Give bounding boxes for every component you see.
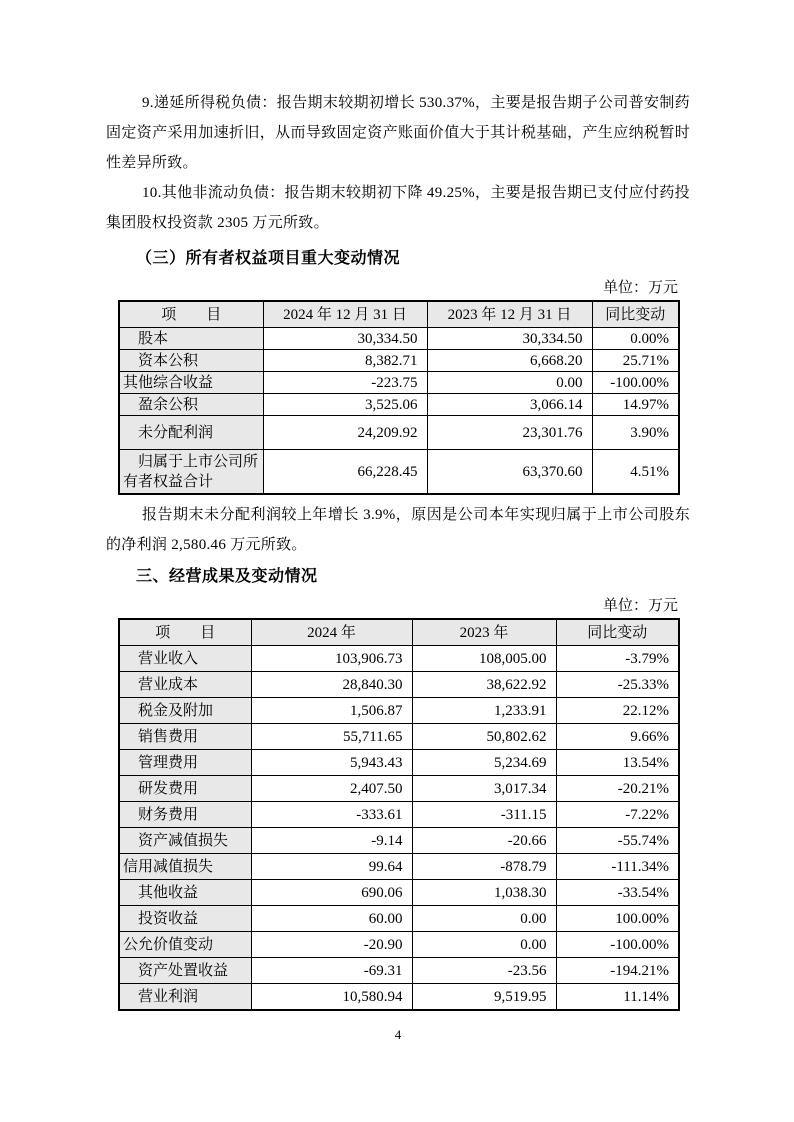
table-row — [119, 750, 679, 776]
cell-change: 0.00% — [592, 328, 679, 350]
operating-table-body — [119, 646, 679, 1011]
cell-change: -7.22% — [556, 802, 679, 828]
table-row — [119, 416, 679, 450]
table-row — [119, 958, 679, 984]
cell-item: 股本 — [119, 328, 263, 350]
cell-v2023: 108,005.00 — [412, 646, 556, 672]
table-row — [119, 672, 679, 698]
cell-v2024: 2,407.50 — [251, 776, 412, 802]
cell-change: 4.51% — [592, 450, 679, 495]
heading-equity-major-changes: （三）所有者权益项目重大变动情况 — [136, 250, 401, 267]
cell-change: 3.90% — [592, 416, 679, 450]
cell-v2024: 60.00 — [251, 906, 412, 932]
operating-header-2024: 2024 年 — [251, 619, 412, 646]
cell-item: 财务费用 — [119, 802, 251, 828]
cell-v2023: 30,334.50 — [427, 328, 592, 350]
cell-item: 盈余公积 — [119, 394, 263, 416]
cell-item: 信用减值损失 — [119, 854, 251, 880]
cell-v2024: -223.75 — [263, 372, 427, 394]
page-number: 4 — [394, 1027, 402, 1042]
cell-change: -194.21% — [556, 958, 679, 984]
cell-change: -3.79% — [556, 646, 679, 672]
cell-change: -20.21% — [556, 776, 679, 802]
cell-v2023: 50,802.62 — [412, 724, 556, 750]
table-row — [119, 984, 679, 1011]
cell-item: 未分配利润 — [119, 416, 263, 450]
operating-table-header-row — [119, 619, 679, 646]
heading-operating-results: 三、经营成果及变动情况 — [136, 568, 318, 585]
cell-v2023: 1,233.91 — [412, 698, 556, 724]
cell-v2023: 1,038.30 — [412, 880, 556, 906]
table-row — [119, 906, 679, 932]
cell-v2024: 10,580.94 — [251, 984, 412, 1011]
cell-item: 营业成本 — [119, 672, 251, 698]
equity-table-body — [119, 328, 679, 495]
table-row — [119, 724, 679, 750]
paragraph-deferred-tax-liabilities: 9.递延所得税负债：报告期末较期初增长 530.37%，主要是报告期子公司普安制药固定资产采用加速折旧，从而导致固定资产账面价值大于其计税基础，产生应纳税暂时性差异所致。 — [106, 95, 690, 171]
cell-v2024: -69.31 — [251, 958, 412, 984]
operating-header-item: 项 目 — [119, 619, 251, 646]
cell-item: 资本公积 — [119, 350, 263, 372]
cell-v2023: 6,668.20 — [427, 350, 592, 372]
cell-v2023: -20.66 — [412, 828, 556, 854]
cell-item: 税金及附加 — [119, 698, 251, 724]
table-row — [119, 854, 679, 880]
cell-item: 研发费用 — [119, 776, 251, 802]
cell-v2024: 66,228.45 — [263, 450, 427, 495]
table-row — [119, 698, 679, 724]
table-row — [119, 328, 679, 350]
cell-v2024: 5,943.43 — [251, 750, 412, 776]
cell-change: 9.66% — [556, 724, 679, 750]
table-row — [119, 880, 679, 906]
cell-v2023: -311.15 — [412, 802, 556, 828]
equity-header-item: 项 目 — [119, 301, 263, 328]
table-row — [119, 372, 679, 394]
cell-item: 营业收入 — [119, 646, 251, 672]
cell-v2024: 3,525.06 — [263, 394, 427, 416]
cell-change: -55.74% — [556, 828, 679, 854]
cell-v2024: 55,711.65 — [251, 724, 412, 750]
cell-change: 11.14% — [556, 984, 679, 1011]
cell-change: 100.00% — [556, 906, 679, 932]
cell-item: 公允价值变动 — [119, 932, 251, 958]
cell-v2024: 28,840.30 — [251, 672, 412, 698]
cell-change: -25.33% — [556, 672, 679, 698]
cell-v2024: 99.64 — [251, 854, 412, 880]
operating-header-2023: 2023 年 — [412, 619, 556, 646]
equity-header-change: 同比变动 — [592, 301, 679, 328]
paragraph-retained-earnings-note: 报告期末未分配利润较上年增长 3.9%，原因是公司本年实现归属于上市公司股东的净利润 2,580.46 万元所致。 — [106, 507, 690, 553]
cell-change: 14.97% — [592, 394, 679, 416]
equity-header-2024: 2024 年 12 月 31 日 — [263, 301, 427, 328]
table-row — [119, 802, 679, 828]
operating-header-change: 同比变动 — [556, 619, 679, 646]
cell-v2023: 63,370.60 — [427, 450, 592, 495]
paragraph-other-noncurrent-liabilities: 10.其他非流动负债：报告期末较期初下降 49.25%，主要是报告期已支付应付药投集团股权投资款 2305 万元所致。 — [106, 185, 690, 231]
table-row — [119, 828, 679, 854]
unit-label-operating-table: 单位：万元 — [602, 598, 678, 614]
cell-v2023: -23.56 — [412, 958, 556, 984]
cell-v2024: 8,382.71 — [263, 350, 427, 372]
cell-change: 22.12% — [556, 698, 679, 724]
table-row — [119, 932, 679, 958]
cell-change: 13.54% — [556, 750, 679, 776]
cell-v2024: 103,906.73 — [251, 646, 412, 672]
cell-item: 资产处置收益 — [119, 958, 251, 984]
cell-item: 归属于上市公司所有者权益合计 — [119, 450, 263, 495]
cell-v2023: 0.00 — [412, 932, 556, 958]
cell-v2023: 0.00 — [412, 906, 556, 932]
cell-change: -100.00% — [556, 932, 679, 958]
equity-header-2023: 2023 年 12 月 31 日 — [427, 301, 592, 328]
operating-results-table — [118, 618, 680, 1011]
equity-table — [118, 300, 680, 495]
cell-v2024: -20.90 — [251, 932, 412, 958]
cell-v2023: 0.00 — [427, 372, 592, 394]
cell-v2024: -333.61 — [251, 802, 412, 828]
table-row — [119, 350, 679, 372]
table-row — [119, 646, 679, 672]
equity-table-header-row — [119, 301, 679, 328]
table-row — [119, 394, 679, 416]
cell-item: 投资收益 — [119, 906, 251, 932]
cell-v2024: 690.06 — [251, 880, 412, 906]
cell-item: 资产减值损失 — [119, 828, 251, 854]
cell-change: 25.71% — [592, 350, 679, 372]
cell-v2023: 3,017.34 — [412, 776, 556, 802]
cell-item: 管理费用 — [119, 750, 251, 776]
cell-change: -33.54% — [556, 880, 679, 906]
unit-label-equity-table: 单位：万元 — [602, 280, 678, 296]
cell-v2024: -9.14 — [251, 828, 412, 854]
cell-v2023: 3,066.14 — [427, 394, 592, 416]
cell-v2023: 5,234.69 — [412, 750, 556, 776]
cell-item: 其他综合收益 — [119, 372, 263, 394]
cell-change: -100.00% — [592, 372, 679, 394]
cell-v2023: -878.79 — [412, 854, 556, 880]
cell-v2024: 1,506.87 — [251, 698, 412, 724]
cell-v2024: 30,334.50 — [263, 328, 427, 350]
cell-change: -111.34% — [556, 854, 679, 880]
cell-item: 营业利润 — [119, 984, 251, 1011]
table-row — [119, 450, 679, 495]
cell-item: 其他收益 — [119, 880, 251, 906]
cell-item: 销售费用 — [119, 724, 251, 750]
cell-v2023: 9,519.95 — [412, 984, 556, 1011]
cell-v2024: 24,209.92 — [263, 416, 427, 450]
cell-v2023: 23,301.76 — [427, 416, 592, 450]
cell-v2023: 38,622.92 — [412, 672, 556, 698]
table-row — [119, 776, 679, 802]
